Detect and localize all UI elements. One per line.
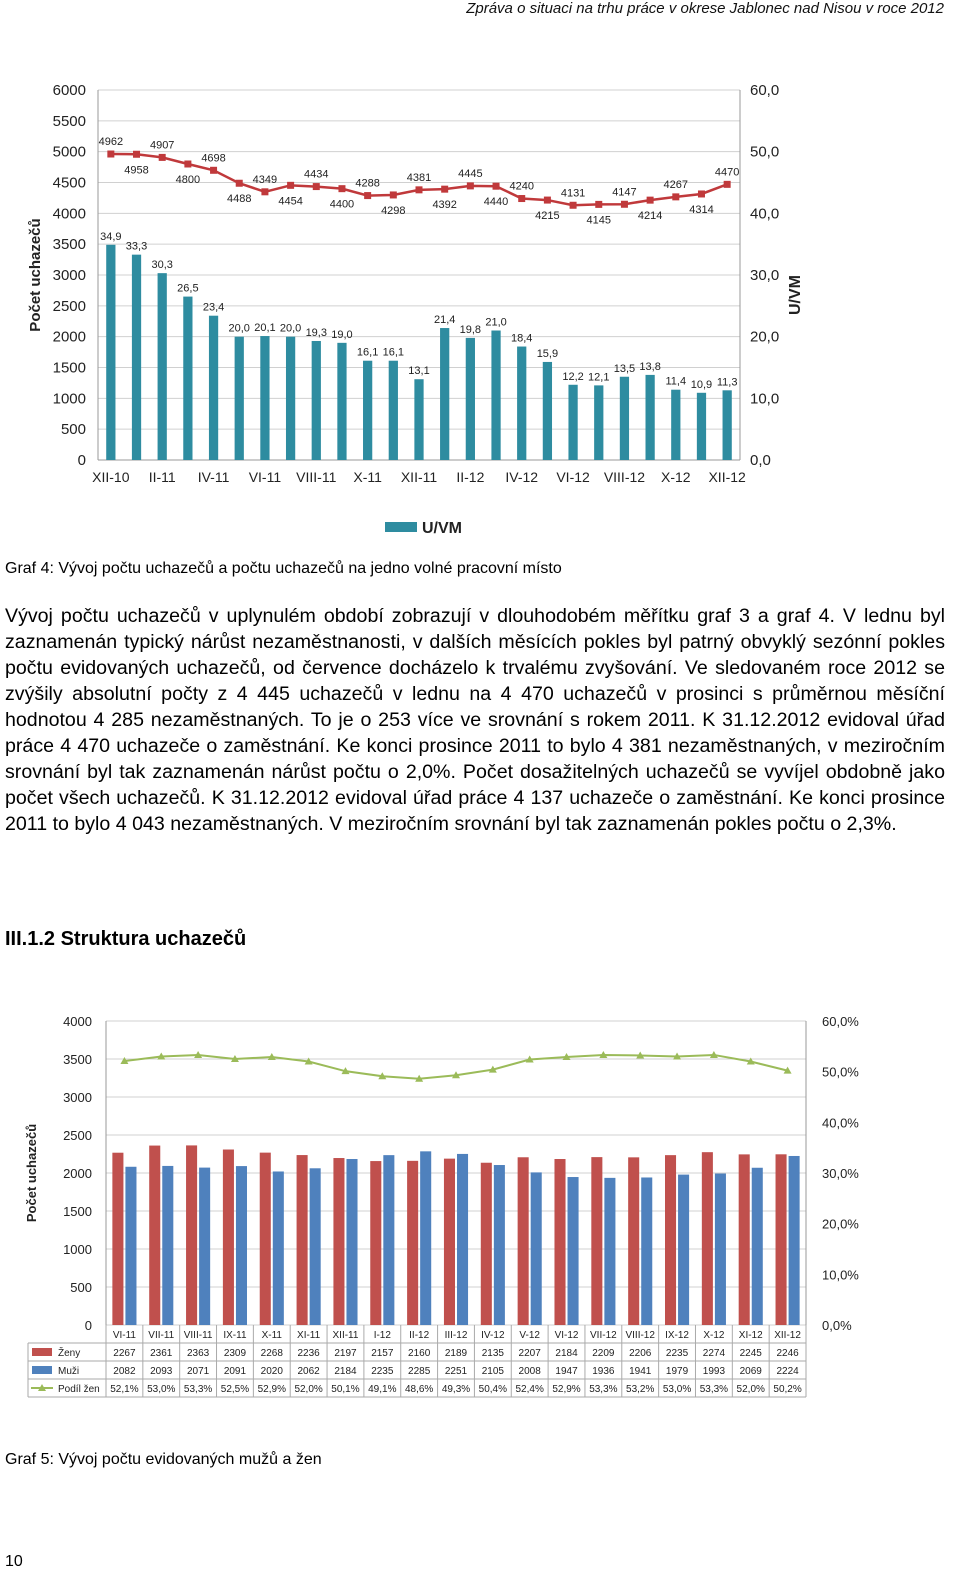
line-label: 4349 [252,173,278,186]
bar-label: 21,4 [433,314,456,327]
chart2-caption: Graf 5: Vývoj počtu evidovaných mužů a žen [5,1451,322,1468]
table-cell: 2274 [702,1348,726,1359]
line-label: 4288 [355,177,380,190]
table-cell: 2363 [186,1348,210,1359]
bar [260,336,269,460]
left-tick-label: 1500 [63,1204,92,1219]
bar-label: 19,0 [331,328,353,341]
right-tick-label: 20,0% [822,1216,859,1232]
left-tick-label: 6000 [52,82,86,99]
bar-label: 13,1 [408,365,430,378]
x-tick-label: XII-11 [332,1330,359,1341]
bar [594,385,603,460]
bar [491,331,500,461]
table-cell: 2245 [739,1348,762,1359]
table-cell: 2091 [223,1366,247,1377]
bar-label: 18,4 [511,332,533,345]
bar-muzi [420,1151,431,1325]
bar-zeny [481,1163,492,1325]
line-label: 4381 [406,171,432,184]
line-label: 4400 [329,198,355,211]
table-cell: 50,1% [331,1384,360,1395]
left-tick-label: 4500 [52,174,86,192]
bar [106,245,115,460]
x-tick-label: XII-10 [92,469,130,485]
table-cell: 2157 [371,1348,394,1359]
bar-label: 20,0 [279,322,302,335]
x-tick-label: VIII-11 [183,1330,213,1341]
left-tick-label: 500 [70,1280,92,1295]
table-cell: 2184 [334,1366,357,1377]
bar-label: 20,0 [228,322,250,335]
bar-muzi [494,1165,505,1325]
x-tick-label: VIII-11 [296,469,337,485]
table-cell: 2235 [371,1366,394,1377]
bar-zeny [407,1161,418,1325]
line-label: 4470 [714,166,740,179]
table-cell: 2267 [113,1348,136,1359]
line-marker [184,161,191,168]
right-tick-label: 20,0 [750,328,780,346]
left-axis-title: Počet uchazečů [24,1123,39,1223]
table-cell: 52,0% [736,1384,765,1395]
bar-zeny [149,1146,160,1325]
line-marker [416,186,423,193]
bar-zeny [591,1157,602,1325]
bar [697,393,706,460]
table-cell: 49,1% [368,1384,397,1395]
bar-muzi [457,1154,468,1325]
bar-muzi [162,1166,173,1325]
table-cell: 52,9% [257,1384,286,1395]
x-tick-label: I-12 [373,1330,391,1341]
table-cell: 49,3% [441,1384,471,1395]
table-cell: 2008 [518,1366,541,1377]
bar-zeny [112,1153,123,1325]
right-tick-label: 60,0% [822,1014,859,1029]
table-cell: 53,3% [699,1384,729,1395]
left-tick-label: 0 [77,452,86,469]
bar-label: 16,1 [356,346,379,359]
bar-zeny [333,1158,344,1325]
table-cell: 52,4% [515,1384,544,1395]
left-tick-label: 500 [60,421,86,439]
x-tick-label: X-12 [703,1330,725,1341]
line-marker [621,201,628,208]
left-tick-label: 2500 [52,297,86,315]
bar-label: 19,3 [305,326,327,339]
bar-muzi [273,1171,284,1325]
legend-swatch [32,1348,52,1356]
table-cell: 53,3% [183,1384,213,1395]
chart1-caption: Graf 4: Vývoj počtu uchazečů a počtu uchazečů na jedno volné pracovní místo [5,560,562,577]
bar-label: 20,1 [254,322,276,335]
bar-muzi [715,1174,726,1325]
bar-label: 13,8 [639,360,661,373]
right-axis-title: U/VM [787,275,804,315]
bar-muzi [604,1178,615,1325]
bar [158,273,167,460]
bar-muzi [752,1168,763,1325]
bar-label: 13,5 [613,362,636,375]
bar [671,390,680,460]
x-tick-label: V-12 [519,1330,540,1341]
x-tick-label: IX-12 [665,1330,690,1341]
line-marker [544,197,551,204]
bar-label: 12,1 [588,371,610,384]
left-tick-label: 5000 [52,143,86,161]
bar-zeny [444,1159,455,1325]
table-cell: 52,9% [552,1384,581,1395]
bar-label: 11,4 [665,375,687,388]
line-label: 4488 [226,193,252,206]
x-tick-label: XII-12 [774,1330,801,1341]
x-tick-label: VIII-12 [625,1330,655,1341]
right-tick-label: 40,0 [750,205,780,223]
men-women-chart [0,1005,960,1405]
bar-zeny [776,1154,787,1325]
line-label: 4314 [689,203,714,216]
bar-zeny [370,1161,381,1325]
bar-label: 33,3 [125,240,148,253]
x-tick-label: VII-11 [148,1330,175,1341]
table-cell: 53,0% [662,1384,692,1395]
table-cell: 2160 [408,1348,431,1359]
bar-label: 12,2 [562,370,584,383]
bar-muzi [236,1166,247,1325]
bar [183,297,192,460]
legend-swatch [385,522,417,532]
x-tick-label: VI-11 [112,1330,137,1341]
left-tick-label: 2500 [63,1128,92,1143]
line-marker [647,197,654,204]
line-label: 4800 [175,174,201,186]
line-label: 4440 [483,196,509,209]
line-label: 4392 [432,199,457,212]
table-cell: 1979 [665,1366,689,1377]
right-tick-label: 40,0% [822,1115,859,1131]
line-label: 4214 [637,210,663,223]
bar-zeny [223,1150,234,1325]
bar-zeny [518,1157,529,1325]
table-cell: 2236 [297,1348,320,1359]
left-tick-label: 2000 [52,328,86,346]
right-tick-label: 0,0% [822,1318,852,1333]
x-tick-label: XI-12 [738,1330,763,1341]
line-marker [441,186,448,193]
bar-label: 34,9 [100,230,122,243]
left-tick-label: 3000 [63,1090,92,1105]
line-marker [159,154,166,161]
bar-zeny [297,1155,308,1325]
line-marker [364,192,371,199]
line-label: 4434 [304,168,329,181]
line-marker [698,190,705,197]
bar [235,337,244,460]
report-header: Zpráva o situaci na trhu práce v okrese Jablonec nad Nisou v roce 2012 [466,0,944,17]
table-cell: 2246 [776,1348,799,1359]
applicants-vacancy-chart [0,70,960,550]
table-cell: 52,1% [110,1384,139,1395]
bar [440,328,449,460]
x-tick-label: IV-11 [197,469,230,485]
bar-muzi [678,1175,689,1325]
table-cell: 2069 [739,1366,762,1377]
right-tick-label: 30,0% [822,1166,859,1181]
bar-muzi [383,1155,394,1325]
bar-zeny [186,1145,197,1325]
bar-label: 26,5 [177,282,199,295]
table-cell: 2285 [408,1366,431,1377]
bar [363,361,372,460]
x-tick-label: XII-12 [708,469,746,485]
right-tick-label: 30,0 [750,267,780,284]
bar [209,316,218,460]
x-tick-label: XI-11 [297,1330,321,1341]
line-label: 4145 [586,214,612,227]
bar-muzi [199,1168,210,1325]
line-marker [261,188,268,195]
bar-muzi [641,1177,652,1325]
x-tick-label: VIII-12 [603,469,646,485]
line-marker [210,167,217,174]
table-cell: 2309 [223,1348,247,1359]
line-marker [133,151,140,158]
line-marker [595,201,602,208]
bar [645,375,654,460]
bar [620,377,629,460]
table-cell: 1941 [629,1366,652,1377]
right-tick-label: 60,0 [750,82,780,99]
line-marker [672,193,679,200]
section-heading: III.1.2 Struktura uchazečů [5,928,247,950]
bar-muzi [310,1168,321,1325]
line-label: 4147 [612,186,637,199]
table-cell: 2062 [297,1366,320,1377]
bar [337,343,346,460]
line-label: 4698 [201,152,226,165]
page-number: 10 [5,1553,23,1570]
line-label: 4131 [560,187,586,200]
bar-label: 19,8 [459,323,482,336]
table-cell: 50,2% [773,1384,802,1395]
bar-label: 16,1 [382,346,405,359]
table-cell: 1947 [555,1366,578,1377]
line-label: 4215 [535,210,560,223]
left-tick-label: 0 [84,1318,92,1333]
bar-zeny [554,1159,565,1325]
line-label: 4298 [381,204,406,217]
right-tick-label: 10,0 [750,390,780,408]
line-marker [287,182,294,189]
left-tick-label: 5500 [52,112,86,130]
bar [568,385,577,460]
x-tick-label: X-12 [661,469,691,485]
left-tick-label: 1000 [63,1242,92,1257]
line-label: 4445 [458,167,483,180]
x-tick-label: II-11 [148,469,176,485]
line-marker [107,151,114,158]
table-cell: 2184 [555,1348,578,1359]
line-label: 4454 [278,195,303,208]
table-cell: 53,0% [147,1384,176,1395]
table-cell: 2268 [260,1348,283,1359]
table-row-label: Muži [58,1366,80,1377]
line-marker [724,181,731,188]
bar-label: 30,3 [151,259,173,272]
left-tick-label: 1500 [52,359,86,377]
bar [723,390,732,460]
bar-muzi [789,1156,800,1325]
bar-zeny [665,1155,676,1325]
table-cell: 2209 [592,1348,615,1359]
table-cell: 2197 [334,1348,357,1359]
table-cell: 2105 [481,1366,504,1377]
bar-zeny [739,1154,750,1325]
x-tick-label: IV-12 [505,469,539,485]
x-tick-label: VI-11 [248,469,282,485]
line-marker [467,182,474,189]
table-cell: 2071 [186,1366,210,1377]
table-cell: 2189 [444,1348,468,1359]
bar-muzi [568,1177,579,1325]
x-tick-label: XII-11 [400,469,438,485]
line-label: 4267 [663,178,689,191]
left-tick-label: 3000 [52,267,86,284]
right-tick-label: 10,0% [822,1267,859,1283]
x-tick-label: VI-12 [554,1330,579,1341]
bar-label: 11,3 [716,376,738,389]
table-cell: 2135 [481,1348,504,1359]
line-marker [338,185,345,192]
body-paragraph: Vývoj počtu uchazečů v uplynulém období zobrazují v dlouhodobém měřítku graf 3 a graf 4. V lednu byl zaznamenán typický nárůst nezaměstnanosti, v dalších měsících pokles byl patrný obvyklý sezónní pokles počtu evidovaných uchazečů, od července docházelo k trvalému zvyšování. Ve sledovaném roce 2012 se zvýšily absolutní počty z 4 445 uchazečů v lednu na 4 470 uchazečů v prosinci s průměrnou měsíční hodnotou 4 285 nezaměstnaných. To je o 253 více ve srovnání s rokem 2011. K 31.12.2012 evidoval úřad práce 4 470 uchazeče o zaměstnání. Ke konci prosince 2011 to bylo 4 381 nezaměstnaných, v meziročním srovnání byl tak zaznamenán nárůst počtu o 2,0%. Počet dosažitelných uchazečů se vyvíjel obdobně jako počet všech uchazečů. K 31.12.2012 evidoval úřad práce 4 137 uchazeče o zaměstnání. Ke konci prosince 2011 to bylo 4 043 nezaměstnaných. V meziročním srovnání byl tak zaznamenán pokles počtu o 2,3%. [5,605,945,835]
line-label: 4907 [149,139,175,152]
line-marker [518,195,525,202]
line-marker [390,191,397,198]
left-tick-label: 3500 [63,1052,92,1067]
bar-label: 21,0 [485,316,507,329]
bar [132,255,141,460]
right-tick-label: 50,0% [822,1064,859,1080]
bar-zeny [260,1153,271,1325]
x-tick-label: X-11 [261,1330,282,1341]
x-tick-label: II-12 [456,469,485,485]
table-row-label: Podíl žen [58,1384,100,1395]
table-cell: 2361 [150,1348,173,1359]
table-cell: 52,5% [220,1384,250,1395]
right-tick-label: 0,0 [750,452,771,469]
legend-label: U/VM [422,520,462,537]
bar [286,337,295,460]
bar-muzi [346,1159,357,1325]
left-tick-label: 2000 [63,1166,92,1181]
table-cell: 2207 [518,1348,541,1359]
table-cell: 53,3% [589,1384,618,1395]
line-label: 4240 [509,180,534,193]
bar-label: 10,9 [690,378,713,391]
table-cell: 2082 [113,1366,136,1377]
line-marker [493,183,500,190]
table-cell: 2251 [444,1366,468,1377]
line-label: 4958 [124,164,149,177]
x-tick-label: IX-11 [223,1330,247,1341]
right-tick-label: 50,0 [750,143,780,161]
x-tick-label: X-11 [353,469,382,485]
left-tick-label: 4000 [52,205,86,223]
bar [543,362,552,460]
table-cell: 2093 [150,1366,173,1377]
table-cell: 48,6% [404,1384,434,1395]
bar [389,361,398,460]
bar [466,338,475,460]
line-marker [570,202,577,209]
line-marker [313,183,320,190]
bar [312,341,321,460]
x-tick-label: IV-12 [481,1330,505,1341]
bar-muzi [125,1167,136,1325]
bar [517,347,526,460]
table-cell: 2206 [629,1348,652,1359]
table-cell: 2020 [260,1366,283,1377]
table-cell: 1936 [592,1366,615,1377]
table-row-label: Ženy [58,1348,81,1359]
left-tick-label: 4000 [63,1014,92,1029]
left-tick-label: 3500 [52,236,86,254]
x-tick-label: VII-12 [590,1330,617,1341]
x-tick-label: III-12 [444,1330,468,1341]
bar-zeny [702,1152,713,1325]
line-marker [236,180,243,187]
table-cell: 2235 [665,1348,689,1359]
table-cell: 52,0% [294,1384,323,1395]
x-tick-label: VI-12 [556,469,590,485]
legend-swatch [32,1366,52,1374]
bar-muzi [531,1172,542,1325]
x-tick-label: II-12 [409,1330,430,1341]
bar-label: 15,9 [536,347,559,360]
left-axis-title: Počet uchazečů [27,218,44,332]
bar-label: 23,4 [202,301,225,314]
left-tick-label: 1000 [52,390,86,408]
bar [414,379,423,460]
table-cell: 53,2% [626,1384,655,1395]
table-cell: 50,4% [478,1384,508,1395]
table-cell: 1993 [702,1366,726,1377]
bar-zeny [628,1157,639,1325]
line-label: 4962 [98,136,124,149]
table-cell: 2224 [776,1366,799,1377]
